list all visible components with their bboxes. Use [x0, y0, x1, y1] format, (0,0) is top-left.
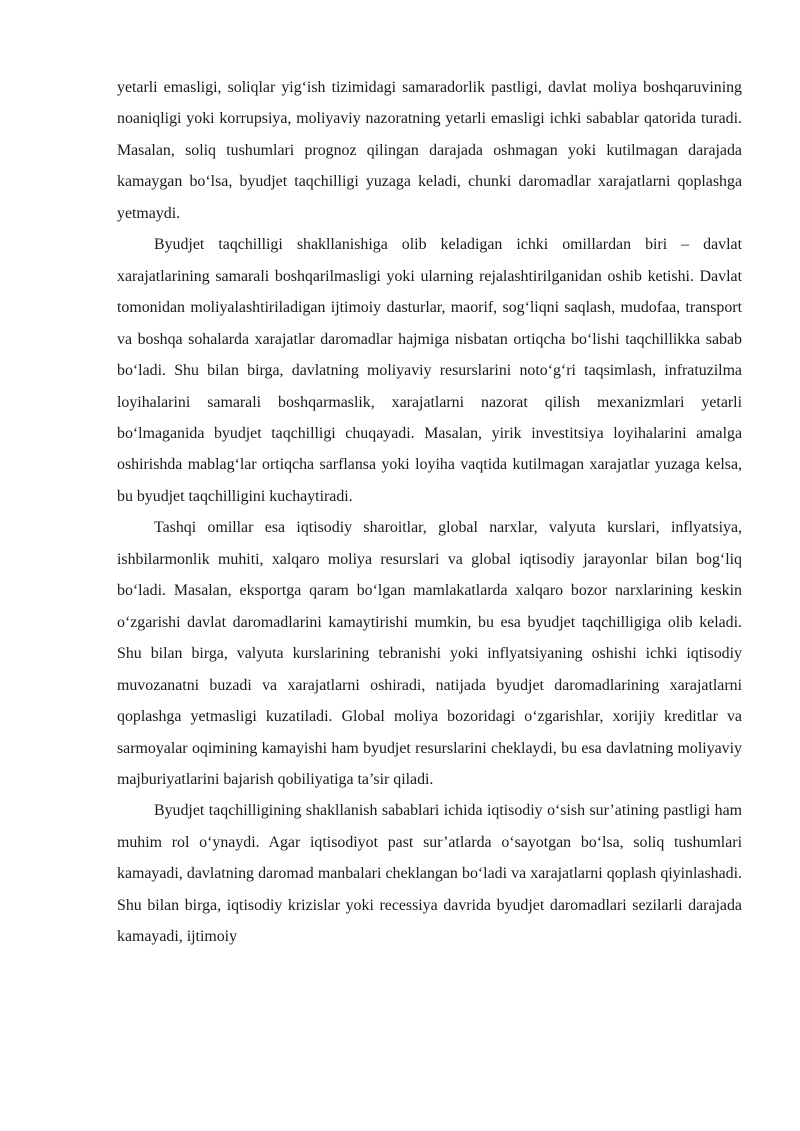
paragraph-4: Byudjet taqchilligining shakllanish sabablari ichida iqtisodiy o‘sish sur’atining pastligi ham muhim rol o‘ynaydi. Agar iqtisodiyot past sur’atlarda o‘sayotgan bo‘lsa, soliq tushumlari kamayadi, davlatning daromad manbalari cheklangan bo‘ladi va xarajatlarni qoplash qiyinlashadi. Shu bilan birga, iqtisodiy krizislar yoki recessiya davrida byudjet daromadlari sezilarli darajada kamayadi, ijtimoiy — [117, 802, 742, 946]
paragraph-1: yetarli emasligi, soliqlar yig‘ish tizimidagi samaradorlik pastligi, davlat moliya boshqaruvining noaniqligi yoki korrupsiya, moliyaviy nazoratning yetarli emasligi ichki sabablar qatorida turadi. Masalan, soliq tushumlari prognoz qilingan darajada oshmagan yoki kutilmagan darajada kamaygan bo‘lsa, byudjet taqchilligi yuzaga keladi, chunki daromadlar xarajatlarni qoplashga yetmaydi. — [117, 79, 742, 222]
paragraph-2: Byudjet taqchilligi shakllanishiga olib keladigan ichki omillardan biri – davlat xarajatlarining samarali boshqarilmasligi yoki ularning rejalashtirilganidan oshib ketishi. Davlat tomonidan moliyalashtiriladigan ijtimoiy dasturlar, maorif, sog‘liqni saqlash, mudofaa, transport va boshqa sohalarda xarajatlar daromadlar hajmiga nisbatan ortiqcha bo‘lishi taqchillikka sabab bo‘ladi. Shu bilan birga, davlatning moliyaviy resurslarini noto‘g‘ri taqsimlash, infratuzilma loyihalarini samarali boshqarmaslik, xarajatlarni nazorat qilish mexanizmlari yetarli bo‘lmaganida byudjet taqchilligi chuqayadi. Masalan, yirik investitsiya loyihalarini amalga oshirishda mablag‘lar ortiqcha sarflansa yoki loyiha vaqtida kutilmagan xarajatlar yuzaga kelsa, bu byudjet taqchilligini kuchaytiradi. — [117, 236, 742, 505]
body-text — [117, 72, 742, 953]
paragraph-3: Tashqi omillar esa iqtisodiy sharoitlar, global narxlar, valyuta kurslari, inflyatsiya, ishbilarmonlik muhiti, xalqaro moliya resurslari va global iqtisodiy jarayonlar bilan bog‘liq bo‘ladi. Masalan, eksportga qaram bo‘lgan mamlakatlarda xalqaro bozor narxlarining keskin o‘zgarishi davlat daromadlarini kamaytirishi mumkin, bu esa byudjet taqchilligiga olib keladi. Shu bilan birga, valyuta kurslarining tebranishi yoki inflyatsiyaning oshishi ichki iqtisodiy muvozanatni buzadi va xarajatlarni oshiradi, natijada byudjet daromadlarining xarajatlarni qoplashga yetmasligi kuzatiladi. Global moliya bozoridagi o‘zgarishlar, xorijiy kreditlar va sarmoyalar oqimining kamayishi ham byudjet resurslarini cheklaydi, bu esa davlatning moliyaviy majburiyatlarini bajarish qobiliyatiga ta’sir qiladi. — [117, 519, 742, 788]
